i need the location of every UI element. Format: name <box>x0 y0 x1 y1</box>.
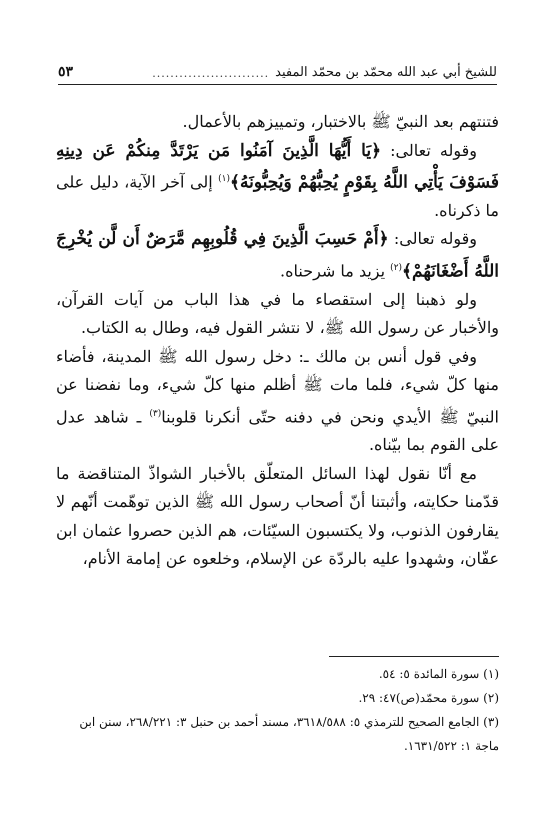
paragraph-3-lead: وقوله تعالى: <box>388 229 477 249</box>
header-dots: .......................... <box>152 67 270 80</box>
paragraph-1: فتنتهم بعد النبيّ ﷺ بالاختبار، وتمييزهم بالأعمال. <box>182 112 499 131</box>
paragraph-4: ولو ذهبنا إلى استقصاء ما في هذا الباب من آيات القرآن، والأخبار عن رسول الله ﷺ، لا نتشر القول فيه، وطال به الكتاب. <box>56 289 499 338</box>
footnote-3: (٣) الجامع الصحيح للترمذي ٥: ٣٦١٨/٥٨٨، مسند أحمد بن حنبل ٣: ٢٦٨/٢٢١، سنن ابن ماجة ١: ١٦٣١/٥٢٢. <box>79 715 499 753</box>
paragraph-3 <box>56 225 499 285</box>
footnote-separator <box>329 656 499 657</box>
paragraph-2-lead: وقوله تعالى: <box>381 140 477 160</box>
paragraph-6: مع أنّا نقول لهذا السائل المتعلّق بالأخبار الشواذّ المتناقضة ما قدّمنا حكايته، وأثبتنا أنّ أصحاب رسول الله ﷺ الذين توهّمت أنّهم لا يقارفون الذنوب، ولا يكتسبون السيّئات، هم الذين حصروا عثمان ابن عفّان، وشهدوا عليه بالردّة عن الإسلام، وخلعوه عن إمامة الأنام، <box>56 463 499 569</box>
footnote-ref-1: (١) <box>218 174 231 184</box>
paragraph-2-rest: إلى آخر الآية، دليل على ما ذكرناه. <box>56 172 499 220</box>
paragraph-5-b: ـ شاهد عدل على القوم بما بيّناه. <box>56 406 499 455</box>
paragraph-2 <box>56 137 499 226</box>
paragraph-3-rest: يزيد ما شرحناه. <box>280 261 391 281</box>
paragraph-5 <box>56 343 499 460</box>
footnote-ref-3: (٣) <box>149 408 162 419</box>
footnote-ref-2: (٢) <box>390 262 403 273</box>
running-header <box>58 58 497 85</box>
footnotes <box>56 662 499 758</box>
footnote-1: (١) سورة المائدة ٥: ٥٤. <box>378 667 499 681</box>
header-title: للشيخ أبي عبد الله محمّد بن محمّد المفيد <box>275 65 497 80</box>
quran-verse-2: ﴿أَمْ حَسِبَ الَّذِينَ فِي قُلُوبِهِم مَّرَضٌ أَن لَّن يُخْرِجَ اللَّهُ أَضْغَانَهُمْ﴾ <box>56 229 499 282</box>
footnote-2: (٢) سورة محمّد(ص)٤٧: ٢٩. <box>358 691 499 705</box>
quran-verse-1: ﴿يَا أَيُّهَا الَّذِينَ آمَنُوا مَن يَرْتَدَّ مِنكُمْ عَن دِينِهِ فَسَوْفَ يَأْتِي اللَّهُ بِقَوْمٍ يُحِبُّهُمْ وَيُحِبُّونَهُ﴾ <box>56 140 500 193</box>
paragraph-5-a: وفي قول أنس بن مالك ـ: دخل رسول الله ﷺ المدينة، فأضاء منها كلّ شيء، فلما مات ﷺ أظلم منها كلّ شيء، وما نفضنا عن النبيّ ﷺ الأيدي ونحن في دفنه حتّى أنكرنا قلوبنا <box>56 346 499 426</box>
main-text <box>56 108 499 574</box>
page-number: ٥٣ <box>58 64 74 80</box>
